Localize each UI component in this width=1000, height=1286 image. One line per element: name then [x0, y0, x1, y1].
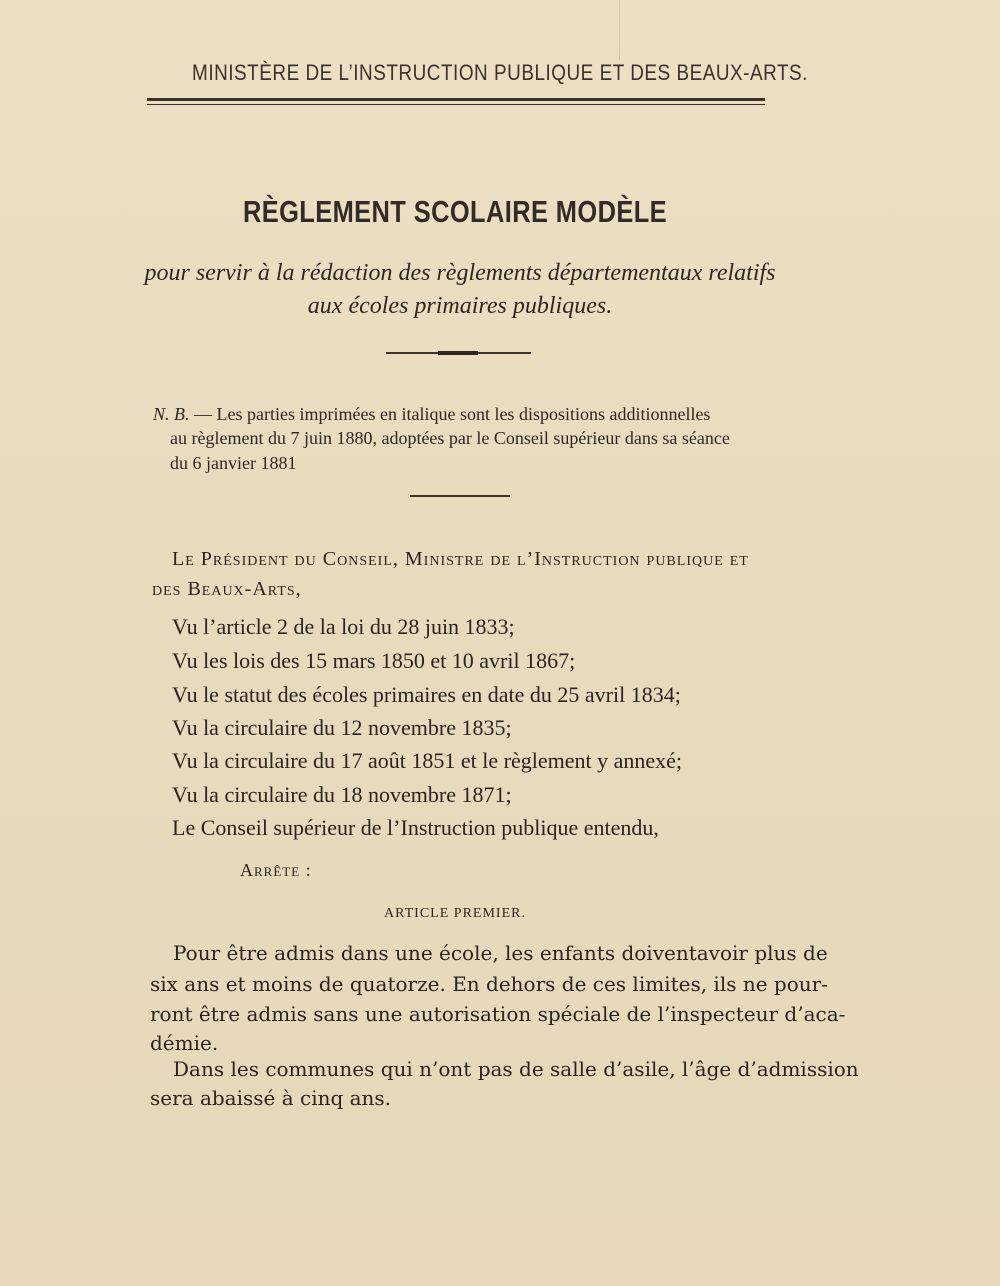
council-heard-line: Le Conseil supérieur de l’Instruction publique entendu,: [172, 815, 659, 840]
article-paragraph-1-line: six ans et moins de quatorze. En dehors de ces limites, ils ne pour-: [150, 972, 828, 996]
document-title: RÈGLEMENT SCOLAIRE MODÈLE: [242, 194, 668, 229]
article-paragraph-1-line: Pour être admis dans une école, les enfants doiventavoir plus de: [173, 941, 828, 965]
pencil-mark: [619, 0, 680, 60]
ministry-header: MINISTÈRE DE L’INSTRUCTION PUBLIQUE ET DES BEAUX-ARTS.: [192, 60, 808, 85]
subtitle-line-2: aux écoles primaires publiques.: [307, 293, 613, 319]
preamble-line-1: Le Président du Conseil, Ministre de l’Instruction publique et: [172, 548, 749, 570]
article-heading: ARTICLE PREMIER.: [384, 906, 526, 921]
vu-item: Vu la circulaire du 18 novembre 1871;: [172, 782, 512, 807]
section-divider: [410, 495, 510, 497]
article-paragraph-2-line: sera abaissé à cinq ans.: [150, 1086, 392, 1110]
nota-bene-line-1: [153, 404, 710, 425]
vu-item: Vu la circulaire du 12 novembre 1835;: [172, 715, 512, 740]
nota-bene-line-3: du 6 janvier 1881: [170, 453, 297, 473]
nota-bene-text-1: — Les parties imprimées en italique sont les dispositions additionnelles: [189, 404, 711, 424]
header-rule-thin: [147, 104, 765, 105]
vu-item: Vu l’article 2 de la loi du 28 juin 1833;: [172, 614, 515, 639]
article-paragraph-1-line: ront être admis sans une autorisation spéciale de l’inspecteur d’aca-: [150, 1002, 846, 1026]
preamble-line-2: des Beaux-Arts,: [152, 578, 302, 600]
nota-bene-line-2: au règlement du 7 juin 1880, adoptées par le Conseil supérieur dans sa séance: [170, 428, 730, 448]
article-paragraph-1-line: démie.: [150, 1031, 219, 1055]
nota-bene-label: N. B.: [153, 404, 190, 424]
article-paragraph-2-line: Dans les communes qui n’ont pas de salle d’asile, l’âge d’admission: [173, 1057, 859, 1081]
subtitle-line-1: pour servir à la rédaction des règlements départementaux relatifs: [144, 260, 776, 286]
vu-item: Vu les lois des 15 mars 1850 et 10 avril 1867;: [172, 648, 576, 673]
ornamental-divider: [386, 352, 531, 354]
vu-item: Vu la circulaire du 17 août 1851 et le règlement y annexé;: [172, 748, 682, 773]
header-rule-thick: [147, 98, 765, 101]
arrete-heading: Arrête :: [240, 860, 312, 880]
vu-item: Vu le statut des écoles primaires en date du 25 avril 1834;: [172, 682, 681, 707]
